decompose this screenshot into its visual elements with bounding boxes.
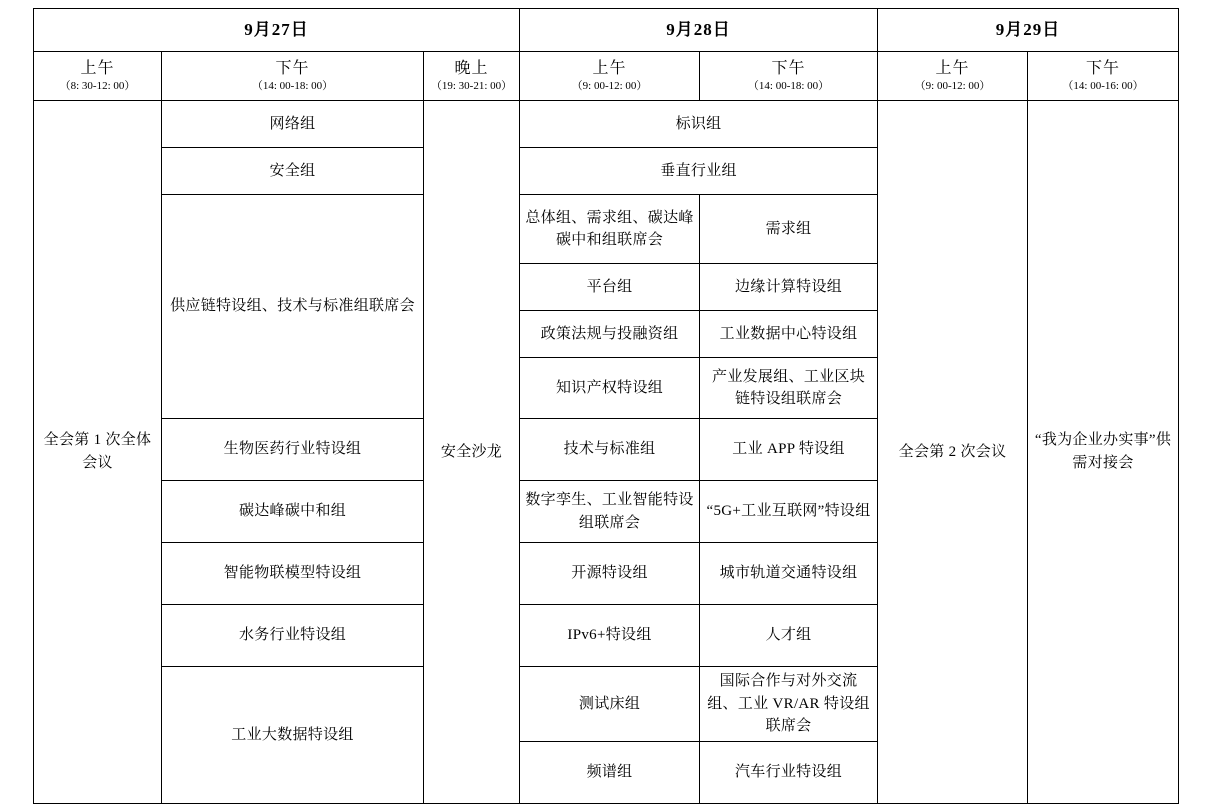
session-27-pm-4: 碳达峰碳中和组 xyxy=(162,481,424,543)
slot-title-1: 下午 xyxy=(275,59,310,77)
table-row xyxy=(34,101,1179,148)
session-28-pm-1: 边缘计算特设组 xyxy=(700,264,878,311)
session-28-pm-0: 需求组 xyxy=(700,195,878,264)
session-28-am-9: IPv6+特设组 xyxy=(520,605,700,667)
session-28-am-4: 政策法规与投融资组 xyxy=(520,311,700,358)
session-29-am: 全会第 2 次会议 xyxy=(878,101,1028,804)
session-28-am-1: 垂直行业组 xyxy=(520,148,878,195)
slot-time-3: （9: 00-12: 00） xyxy=(571,80,648,93)
slot-header-6 xyxy=(1028,52,1179,101)
session-28-pm-4: 工业 APP 特设组 xyxy=(700,419,878,481)
session-28-pm-8: 国际合作与对外交流组、工业 VR/AR 特设组联席会 xyxy=(700,667,878,742)
slot-time-6: （14: 00-16: 00） xyxy=(1062,80,1144,93)
session-27-pm-6: 水务行业特设组 xyxy=(162,605,424,667)
day-header-0929: 9月29日 xyxy=(878,9,1179,52)
session-28-am-6: 技术与标准组 xyxy=(520,419,700,481)
session-27-pm-0: 网络组 xyxy=(162,101,424,148)
day-header-0927: 9月27日 xyxy=(34,9,520,52)
session-28-am-3: 平台组 xyxy=(520,264,700,311)
table-row-days xyxy=(34,9,1179,52)
session-27-pm-7: 工业大数据特设组 xyxy=(162,667,424,804)
slot-time-2: （19: 30-21: 00） xyxy=(430,80,513,93)
session-27-pm-5: 智能物联模型特设组 xyxy=(162,543,424,605)
slot-title-5: 上午 xyxy=(935,59,970,77)
session-28-pm-3: 产业发展组、工业区块链特设组联席会 xyxy=(700,358,878,419)
session-27-pm-3: 生物医药行业特设组 xyxy=(162,419,424,481)
session-27-pm-1: 安全组 xyxy=(162,148,424,195)
slot-time-4: （14: 00-18: 00） xyxy=(747,80,830,93)
slot-header-1 xyxy=(162,52,424,101)
day-header-0928: 9月28日 xyxy=(520,9,878,52)
slot-header-4 xyxy=(700,52,878,101)
session-28-pm-6: 城市轨道交通特设组 xyxy=(700,543,878,605)
session-28-am-11: 频谱组 xyxy=(520,741,700,803)
slot-title-2: 晚上 xyxy=(454,59,489,77)
slot-header-3 xyxy=(520,52,700,101)
slot-title-4: 下午 xyxy=(771,59,806,77)
session-27-pm-2: 供应链特设组、技术与标准组联席会 xyxy=(162,195,424,419)
session-28-am-5: 知识产权特设组 xyxy=(520,358,700,419)
schedule-container xyxy=(33,8,1178,804)
slot-header-5 xyxy=(878,52,1028,101)
session-27-evening: 安全沙龙 xyxy=(424,101,520,804)
session-28-pm-7: 人才组 xyxy=(700,605,878,667)
session-28-pm-9: 汽车行业特设组 xyxy=(700,741,878,803)
session-28-am-0: 标识组 xyxy=(520,101,878,148)
session-28-pm-5: “5G+工业互联网”特设组 xyxy=(700,481,878,543)
table-row-slots xyxy=(34,52,1179,101)
session-28-am-10: 测试床组 xyxy=(520,667,700,742)
slot-time-5: （9: 00-12: 00） xyxy=(914,80,991,93)
slot-title-6: 下午 xyxy=(1086,59,1121,77)
session-28-am-7: 数字孪生、工业智能特设组联席会 xyxy=(520,481,700,543)
session-28-pm-2: 工业数据中心特设组 xyxy=(700,311,878,358)
session-27-am: 全会第 1 次全体会议 xyxy=(34,101,162,804)
session-28-am-8: 开源特设组 xyxy=(520,543,700,605)
slot-header-0 xyxy=(34,52,162,101)
slot-title-3: 上午 xyxy=(592,59,627,77)
slot-time-0: （8: 30-12: 00） xyxy=(59,80,136,93)
session-29-pm: “我为企业办实事”供需对接会 xyxy=(1028,101,1179,804)
session-28-am-2: 总体组、需求组、碳达峰碳中和组联席会 xyxy=(520,195,700,264)
conference-schedule-table xyxy=(33,8,1179,804)
slot-title-0: 上午 xyxy=(80,59,115,77)
slot-time-1: （14: 00-18: 00） xyxy=(251,80,334,93)
slot-header-2 xyxy=(424,52,520,101)
